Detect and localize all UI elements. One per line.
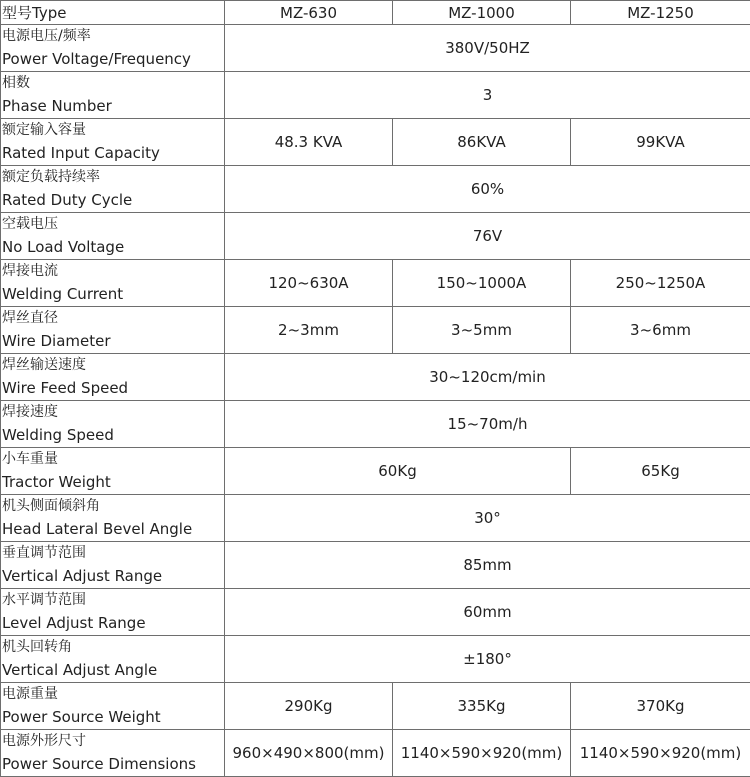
row-label [1, 260, 225, 307]
table-row [1, 307, 750, 354]
label-zh: 机头回转角 [2, 636, 224, 659]
value-cell-mz-1000: 86KVA [393, 119, 571, 166]
value-cell-merged: 30~120cm/min [225, 354, 750, 401]
value-cell-merged: 76V [225, 213, 750, 260]
value-cell-mz-630: 960×490×800(mm) [225, 730, 393, 777]
label-en: Vertical Adjust Range [2, 565, 224, 588]
table-row [1, 495, 750, 542]
type-label-cell: 型号Type [1, 1, 225, 25]
row-label [1, 354, 225, 401]
table-row [1, 260, 750, 307]
model-cell-mz-1000: MZ-1000 [393, 1, 571, 25]
table-row [1, 354, 750, 401]
label-en: Power Source Weight [2, 706, 224, 729]
label-en: Wire Feed Speed [2, 377, 224, 400]
label-en: No Load Voltage [2, 236, 224, 259]
label-en: Tractor Weight [2, 471, 224, 494]
label-en: Power Source Dimensions [2, 753, 224, 776]
table-row [1, 25, 750, 72]
row-label [1, 72, 225, 119]
table-row [1, 683, 750, 730]
table-row [1, 213, 750, 260]
header-row [1, 1, 750, 25]
value-cell-mz-630: 48.3 KVA [225, 119, 393, 166]
label-zh: 电源外形尺寸 [2, 730, 224, 753]
row-label [1, 166, 225, 213]
label-zh: 垂直调节范围 [2, 542, 224, 565]
value-cell-merged: 15~70m/h [225, 401, 750, 448]
row-label [1, 401, 225, 448]
label-zh: 焊丝输送速度 [2, 354, 224, 377]
label-zh: 额定负载持续率 [2, 166, 224, 189]
label-zh: 电源电压/频率 [2, 25, 224, 48]
label-zh: 小车重量 [2, 448, 224, 471]
label-en: Welding Speed [2, 424, 224, 447]
value-cell-mz-1000: 1140×590×920(mm) [393, 730, 571, 777]
value-cell-mz-1250: 370Kg [571, 683, 750, 730]
label-en: Welding Current [2, 283, 224, 306]
value-cell-mz-1250: 1140×590×920(mm) [571, 730, 750, 777]
label-zh: 焊接速度 [2, 401, 224, 424]
row-label [1, 636, 225, 683]
value-cell-mz-630-1000: 60Kg [225, 448, 571, 495]
label-zh: 水平调节范围 [2, 589, 224, 612]
table-row [1, 730, 750, 777]
model-cell-mz-630: MZ-630 [225, 1, 393, 25]
value-cell-mz-630: 120~630A [225, 260, 393, 307]
label-zh: 相数 [2, 72, 224, 95]
value-cell-mz-1250: 99KVA [571, 119, 750, 166]
row-label [1, 448, 225, 495]
row-label [1, 119, 225, 166]
value-cell-merged: 30° [225, 495, 750, 542]
value-cell-mz-1250: 3~6mm [571, 307, 750, 354]
label-zh: 额定输入容量 [2, 119, 224, 142]
table-row [1, 119, 750, 166]
value-cell-merged: ±180° [225, 636, 750, 683]
label-en: Phase Number [2, 95, 224, 118]
value-cell-mz-1250: 250~1250A [571, 260, 750, 307]
label-zh: 电源重量 [2, 683, 224, 706]
label-en: Head Lateral Bevel Angle [2, 518, 224, 541]
value-cell-merged: 60mm [225, 589, 750, 636]
row-label [1, 495, 225, 542]
model-cell-mz-1250: MZ-1250 [571, 1, 750, 25]
label-en: Rated Input Capacity [2, 142, 224, 165]
row-label [1, 683, 225, 730]
table-row [1, 401, 750, 448]
table-row [1, 636, 750, 683]
value-cell-mz-630: 2~3mm [225, 307, 393, 354]
table-row [1, 166, 750, 213]
value-cell-mz-1000: 335Kg [393, 683, 571, 730]
label-zh: 焊接电流 [2, 260, 224, 283]
label-en: Vertical Adjust Angle [2, 659, 224, 682]
table-row [1, 72, 750, 119]
value-cell-mz-1250: 65Kg [571, 448, 750, 495]
table-row [1, 589, 750, 636]
label-en: Wire Diameter [2, 330, 224, 353]
row-label [1, 589, 225, 636]
row-label [1, 307, 225, 354]
table-row [1, 542, 750, 589]
value-cell-mz-1000: 3~5mm [393, 307, 571, 354]
row-label [1, 730, 225, 777]
row-label [1, 25, 225, 72]
label-en: Rated Duty Cycle [2, 189, 224, 212]
table-row [1, 448, 750, 495]
value-cell-mz-630: 290Kg [225, 683, 393, 730]
value-cell-mz-1000: 150~1000A [393, 260, 571, 307]
row-label [1, 213, 225, 260]
row-label [1, 542, 225, 589]
label-zh: 焊丝直径 [2, 307, 224, 330]
value-cell-merged: 85mm [225, 542, 750, 589]
label-en: Level Adjust Range [2, 612, 224, 635]
value-cell-merged: 60% [225, 166, 750, 213]
value-cell-merged: 380V/50HZ [225, 25, 750, 72]
label-zh: 空载电压 [2, 213, 224, 236]
label-en: Power Voltage/Frequency [2, 48, 224, 71]
label-zh: 机头侧面倾斜角 [2, 495, 224, 518]
value-cell-merged: 3 [225, 72, 750, 119]
